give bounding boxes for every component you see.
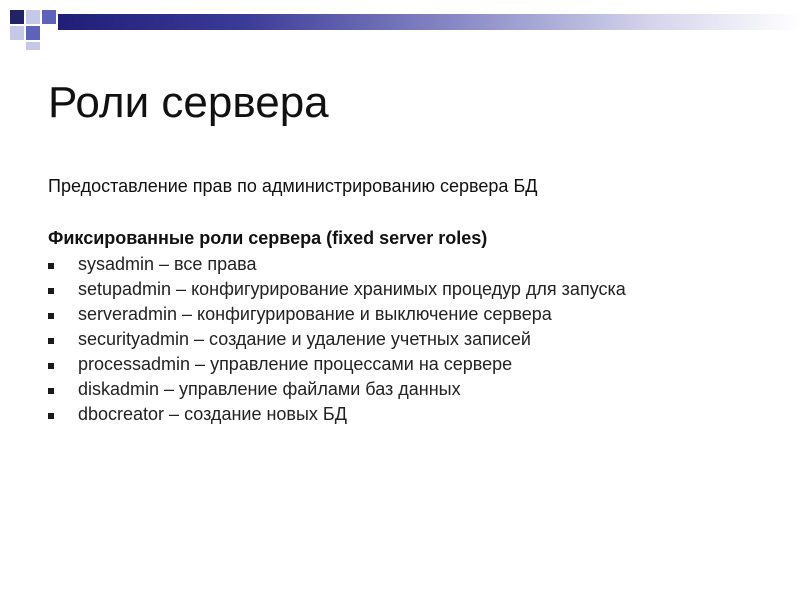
slide-subtitle: Предоставление прав по администрированию сервера БД: [48, 176, 538, 196]
decor-square-blue-icon: [26, 26, 40, 40]
section-heading: Фиксированные роли сервера (fixed server roles): [48, 228, 488, 248]
list-item-text: sysadmin – все права: [78, 254, 257, 274]
square-bullet-icon: [48, 388, 54, 394]
list-item: [48, 304, 688, 325]
list-item: [48, 379, 688, 400]
header-decoration: [0, 0, 800, 60]
square-bullet-icon: [48, 363, 54, 369]
list-item: [48, 254, 688, 275]
list-item-text: dbocreator – создание новых БД: [78, 404, 347, 424]
list-item: [48, 279, 688, 300]
list-item-text: diskadmin – управление файлами баз данных: [78, 379, 461, 399]
square-bullet-icon: [48, 313, 54, 319]
list-item: [48, 404, 688, 425]
list-item-text: processadmin – управление процессами на сервере: [78, 354, 513, 374]
decor-square-blue-icon: [42, 10, 56, 24]
list-item-text: securityadmin – создание и удаление учетных записей: [78, 329, 531, 349]
square-bullet-icon: [48, 413, 54, 419]
decor-square-light-icon: [26, 10, 40, 24]
list-item-text: setupadmin – конфигурирование хранимых процедур для запуска: [78, 279, 626, 299]
decor-square-light-icon: [10, 26, 24, 40]
decor-square-light-icon: [26, 42, 40, 50]
decor-square-dark-icon: [10, 10, 24, 24]
list-item-text: serveradmin – конфигурирование и выключение сервера: [78, 304, 552, 324]
roles-list: [48, 254, 688, 429]
square-bullet-icon: [48, 288, 54, 294]
square-bullet-icon: [48, 263, 54, 269]
header-gradient-bar: [58, 14, 800, 30]
list-item: [48, 354, 688, 375]
list-item: [48, 329, 688, 350]
square-bullet-icon: [48, 338, 54, 344]
slide-title: Роли сервера: [48, 78, 329, 127]
